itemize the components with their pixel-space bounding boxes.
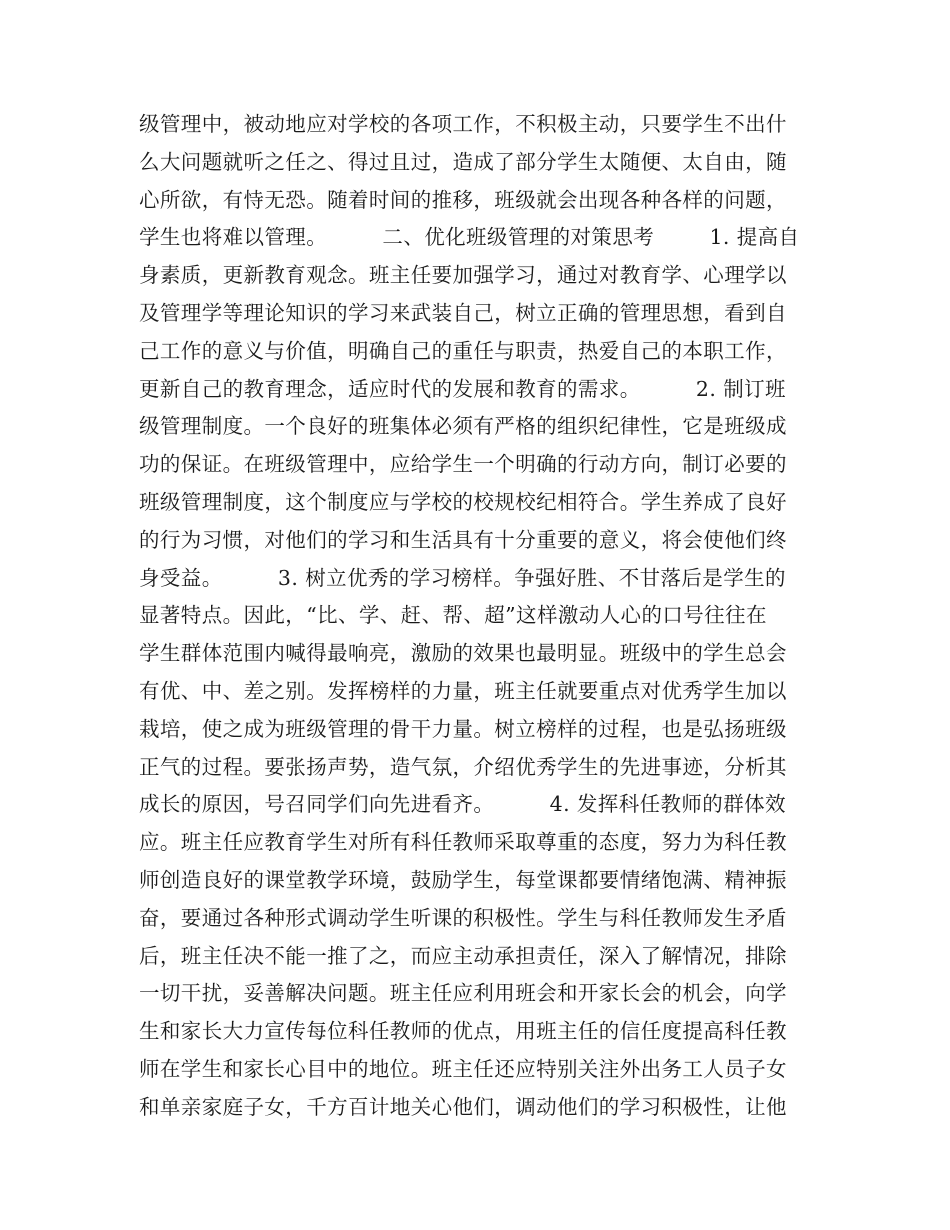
text-line: 己工作的意义与价值，明确自己的重任与职责，热爱自己的本职工作， (139, 338, 787, 363)
text-line: 一切干扰，妥善解决问题。班主任应利用班会和开家长会的机会，向学 (139, 981, 787, 1006)
text-line: 显著特点。因此，“比、学、赶、帮、超”这样激动人心的口号往往在 (139, 603, 767, 628)
text-line: 功的保证。在班级管理中，应给学生一个明确的行动方向，制订必要的 (139, 452, 787, 477)
text-line: 身素质，更新教育观念。班主任要加强学习，通过对教育学、心理学以 (139, 263, 787, 288)
text-line: 身受益。 3. 树立优秀的学习榜样。争强好胜、不甘落后是学生的 (139, 565, 786, 590)
body-text (139, 106, 819, 1127)
text-line: 和单亲家庭子女，千方百计地关心他们，调动他们的学习积极性，让他 (139, 1094, 787, 1119)
text-line: 生和家长大力宣传每位科任教师的优点，用班主任的信任度提高科任教 (139, 1019, 787, 1044)
text-line: 班级管理制度，这个制度应与学校的校规校纪相符合。学生养成了良好 (139, 489, 787, 514)
text-line: 心所欲，有恃无恐。随着时间的推移，班级就会出现各种各样的问题， (139, 187, 787, 212)
text-line: 栽培，使之成为班级管理的骨干力量。树立榜样的过程，也是弘扬班级 (139, 716, 787, 741)
text-line: 奋，要通过各种形式调动学生听课的积极性。学生与科任教师发生矛盾 (139, 905, 787, 930)
text-line: 么大问题就听之任之、得过且过，造成了部分学生太随便、太自由，随 (139, 149, 787, 174)
text-line: 更新自己的教育理念，适应时代的发展和教育的需求。 2. 制订班 (139, 376, 786, 401)
text-line: 级管理制度。一个良好的班集体必须有严格的组织纪律性，它是班级成 (139, 414, 787, 439)
text-line: 的行为习惯，对他们的学习和生活具有十分重要的意义，将会使他们终 (139, 527, 787, 552)
text-line: 成长的原因，号召同学们向先进看齐。 4. 发挥科任教师的群体效 (139, 792, 786, 817)
text-line: 学生群体范围内喊得最响亮，激励的效果也最明显。班级中的学生总会 (139, 641, 787, 666)
text-line: 学生也将难以管理。 二、优化班级管理的对策思考 1. 提高自 (139, 225, 800, 250)
text-line: 正气的过程。要张扬声势，造气氛，介绍优秀学生的先进事迹，分析其 (139, 754, 787, 779)
text-line: 应。班主任应教育学生对所有科任教师采取尊重的态度，努力为科任教 (139, 830, 787, 855)
text-line: 有优、中、差之别。发挥榜样的力量，班主任就要重点对优秀学生加以 (139, 678, 787, 703)
text-line: 后，班主任决不能一推了之，而应主动承担责任，深入了解情况，排除 (139, 943, 787, 968)
text-line: 师在学生和家长心目中的地位。班主任还应特别关注外出务工人员子女 (139, 1056, 787, 1081)
text-line: 师创造良好的课堂教学环境，鼓励学生，每堂课都要情绪饱满、精神振 (139, 867, 787, 892)
text-line: 级管理中，被动地应对学校的各项工作，不积极主动，只要学生不出什 (139, 112, 787, 136)
text-line: 及管理学等理论知识的学习来武装自己，树立正确的管理思想，看到自 (139, 300, 787, 325)
